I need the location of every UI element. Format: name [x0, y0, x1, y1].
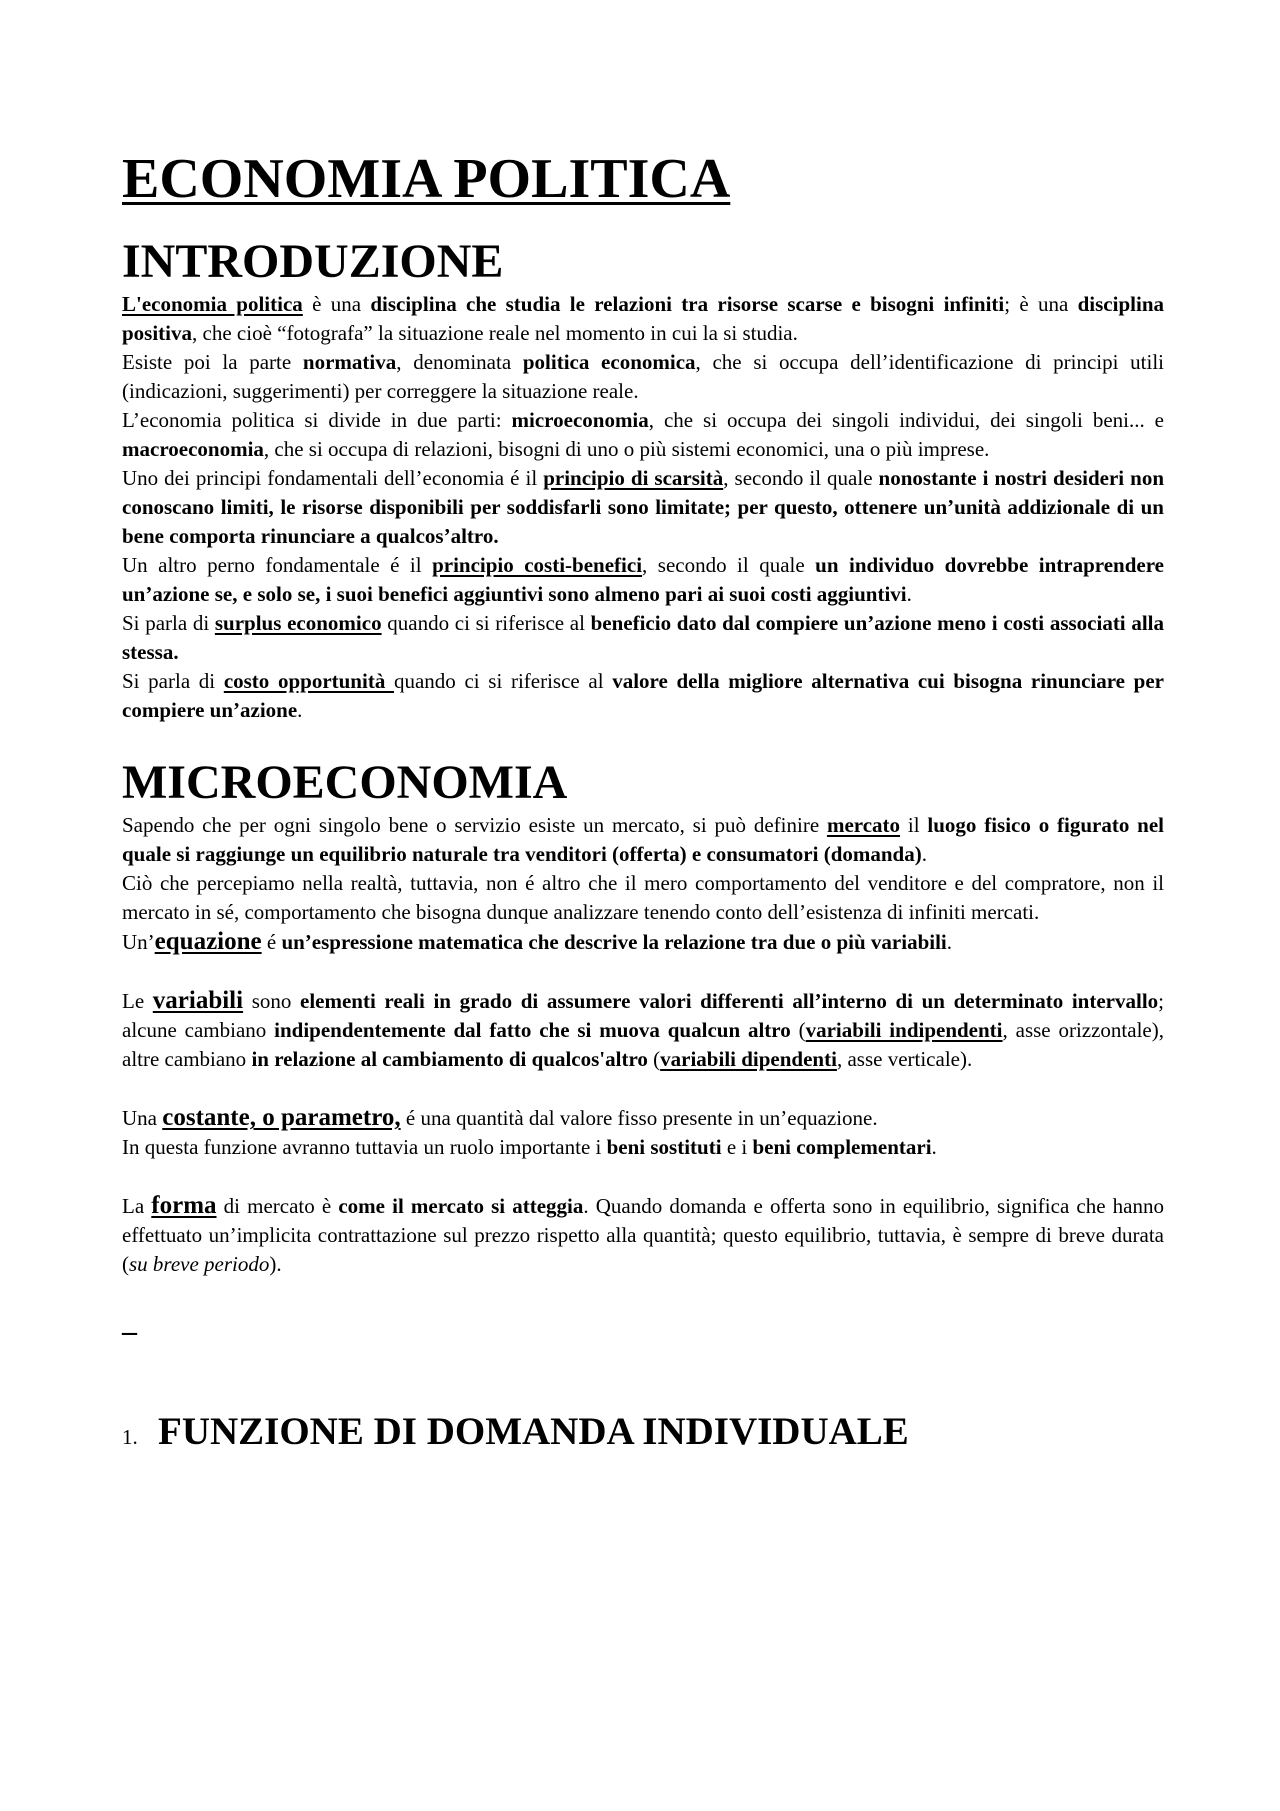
- section-number: 1.: [122, 1425, 138, 1449]
- micro-paragraph-7: La forma di mercato è come il mercato si atteggia. Quando domanda e offerta sono in equilibrio, significa che hanno effettuato un’implicita contrattazione sul prezzo rispetto alla quantità; questo equilibrio, tuttavia, è sempre di breve durata (su breve periodo).: [122, 1192, 1164, 1276]
- intro-paragraph-2: Esiste poi la parte normativa, denominata politica economica, che si occupa dell’identificazione di principi utili (indicazioni, suggerimenti) per correggere la situazione reale.: [122, 350, 1165, 403]
- term-forma: forma: [151, 1192, 217, 1219]
- term-variabili: variabili: [152, 987, 244, 1014]
- separator-dash: –: [122, 1315, 137, 1348]
- micro-paragraph-4: Le variabili sono elementi reali in grado di assumere valori differenti all’interno di un determinato intervallo; alcune cambiano indipendentemente dal fatto che si muova qualcun altro (variabili indipendenti, asse orizzontale), altre cambiano in relazione al cambiamento di qualcos'altro (variabili dipendenti, asse verticale).: [122, 987, 1165, 1071]
- document-body: [122, 146, 1164, 1460]
- micro-paragraph-2: Ciò che percepiamo nella realtà, tuttavia, non é altro che il mero comportamento del venditore e del compratore, non il mercato in sé, comportamento che bisogna dunque analizzare tenendo conto dell’esistenza di infiniti mercati.: [122, 871, 1164, 924]
- section-heading-funzione-domanda: [122, 1409, 1164, 1460]
- intro-paragraph-1: L'economia politica è una disciplina che studia le relazioni tra risorse scarse e bisogni infiniti; è una disciplina positiva, che cioè “fotografa” la situazione reale nel momento in cui la si studia.: [122, 292, 1164, 345]
- intro-paragraph-6: Si parla di surplus economico quando ci si riferisce al beneficio dato dal compiere un’azione meno i costi associati alla stessa.: [122, 611, 1164, 664]
- micro-paragraph-6: In questa funzione avranno tuttavia un ruolo importante i beni sostituti e i beni complementari.: [122, 1135, 937, 1159]
- section-heading-introduzione: INTRODUZIONE: [122, 235, 504, 288]
- intro-paragraph-4: Uno dei principi fondamentali dell’economia é il principio di scarsità, secondo il quale nonostante i nostri desideri non conoscano limiti, le risorse disponibili per soddisfarli sono limitate; per questo, ottenere un’unità addizionale di un bene comporta rinunciare a qualcos’altro.: [122, 466, 1164, 548]
- intro-paragraph-5: Un altro perno fondamentale é il principio costi-benefici, secondo il quale un individuo dovrebbe intraprendere un’azione se, e solo se, i suoi benefici aggiuntivi sono almeno pari ai suoi costi aggiuntivi.: [122, 553, 1164, 606]
- document-title: ECONOMIA POLITICA: [122, 148, 731, 210]
- term-costante: costante, o parametro,: [162, 1104, 401, 1131]
- section-title: FUNZIONE DI DOMANDA INDIVIDUALE: [158, 1410, 909, 1453]
- micro-paragraph-3: Un’equazione é un’espressione matematica che descrive la relazione tra due o più variabili.: [122, 928, 953, 955]
- section-heading-microeconomia: MICROECONOMIA: [122, 756, 568, 809]
- term-equazione: equazione: [154, 928, 262, 955]
- intro-paragraph-7: Si parla di costo opportunità quando ci si riferisce al valore della migliore alternativa cui bisogna rinunciare per compiere un’azione.: [122, 669, 1164, 722]
- intro-paragraph-3: L’economia politica si divide in due parti: microeconomia, che si occupa dei singoli individui, dei singoli beni... e macroeconomia, che si occupa di relazioni, bisogni di uno o più sistemi economici, una o più imprese.: [122, 408, 1164, 461]
- micro-paragraph-5: Una costante, o parametro, é una quantità dal valore fisso presente in un’equazione.: [122, 1104, 878, 1131]
- micro-paragraph-1: Sapendo che per ogni singolo bene o servizio esiste un mercato, si può definire mercato il luogo fisico o figurato nel quale si raggiunge un equilibrio naturale tra venditori (offerta) e consumatori (domanda).: [122, 813, 1165, 866]
